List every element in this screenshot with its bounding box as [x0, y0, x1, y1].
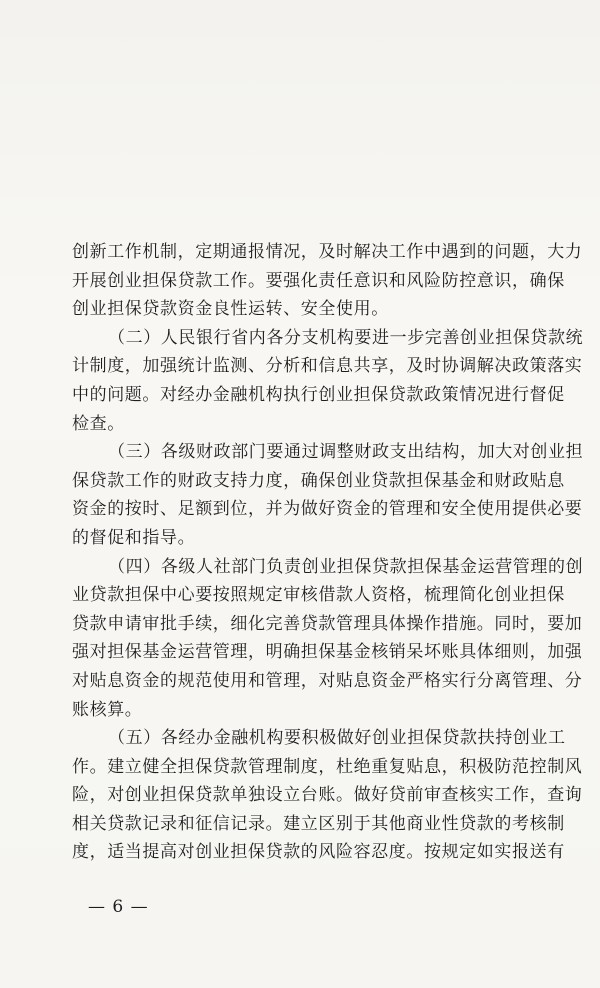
text-line: 相关贷款记录和征信记录。建立区别于其他商业性贷款的考核制 [72, 813, 565, 834]
text-line: 开展创业担保贷款工作。要强化责任意识和风险防控意识，确保 [72, 270, 565, 291]
text-line: 强对担保基金运营管理，明确担保基金核销呆坏账具体细则，加强 [72, 642, 583, 663]
text-line: 中的问题。对经办金融机构执行创业担保贷款政策情况进行督促 [72, 384, 565, 405]
text-line: 保贷款工作的财政支持力度，确保创业贷款担保基金和财政贴息 [72, 470, 565, 491]
text-line: 检查。 [72, 413, 125, 434]
text-line: 创新工作机制，定期通报情况，及时解决工作中遇到的问题，大力 [72, 242, 583, 262]
body-text [72, 238, 584, 867]
page-number: — 6 — [88, 897, 149, 917]
text-line: 险，对创业担保贷款单独设立台账。做好贷前审查核实工作，查询 [72, 785, 583, 806]
text-line: 贷款申请审批手续，细化完善贷款管理具体操作措施。同时，要加 [72, 613, 583, 634]
text-line: 创业担保贷款资金良性运转、安全使用。 [72, 299, 389, 320]
text-line: 的督促和指导。 [72, 527, 196, 548]
text-line: 资金的按时、足额到位，并为做好资金的管理和安全使用提供必要 [72, 499, 583, 520]
text-line: 业贷款担保中心要按照规定审核借款人资格，梳理简化创业担保 [72, 585, 565, 606]
text-line: （四）各级人社部门负责创业担保贷款担保基金运营管理的创 [108, 556, 584, 577]
text-line: 作。建立健全担保贷款管理制度，杜绝重复贴息，积极防范控制风 [72, 756, 583, 777]
text-line: 计制度，加强统计监测、分析和信息共享，及时协调解决政策落实 [72, 356, 583, 377]
text-line: 对贴息资金的规范使用和管理，对贴息资金严格实行分离管理、分 [72, 670, 583, 691]
text-line: 账核算。 [72, 699, 143, 720]
text-line: （三）各级财政部门要通过调整财政支出结构，加大对创业担 [108, 442, 584, 463]
text-line: （二）人民银行省内各分支机构要进一步完善创业担保贷款统 [108, 327, 584, 348]
text-line: 度，适当提高对创业担保贷款的风险容忍度。按规定如实报送有 [72, 842, 565, 863]
text-line: （五）各经办金融机构要积极做好创业担保贷款扶持创业工 [108, 728, 566, 749]
